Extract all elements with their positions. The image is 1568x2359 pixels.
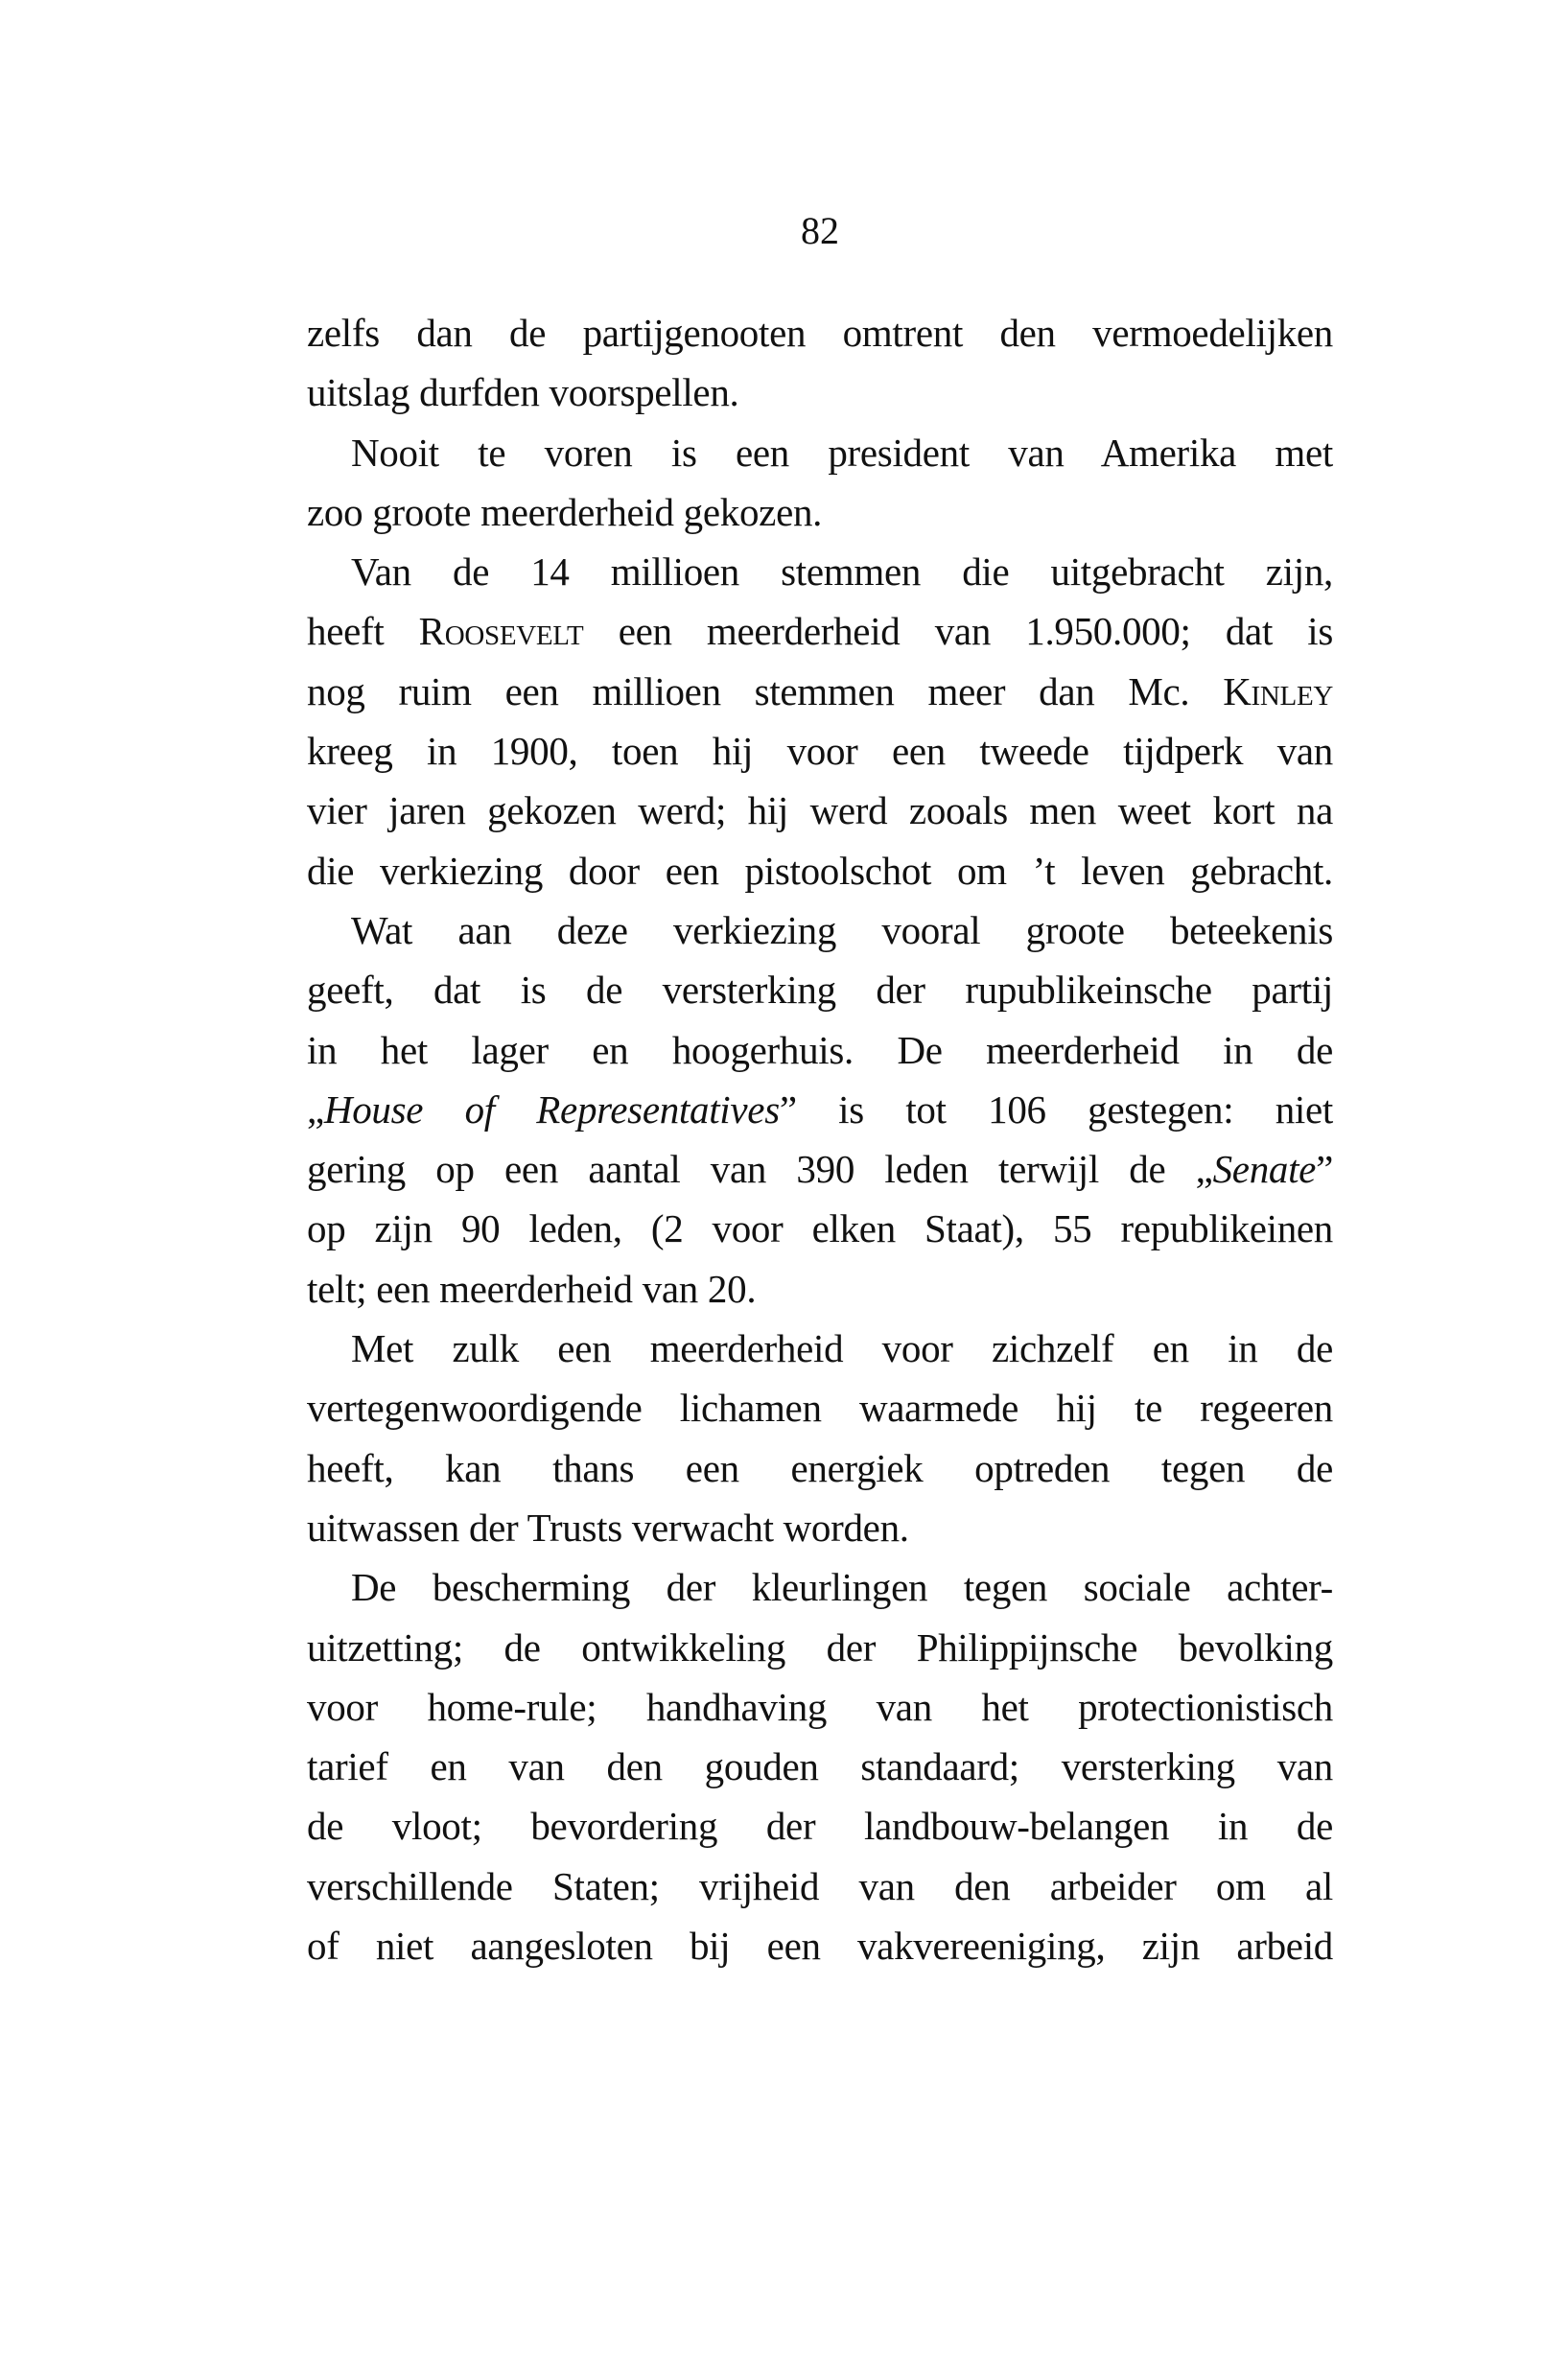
text-segment: die verkiezing door een pistoolschot om ’t leven gebracht. bbox=[307, 848, 1333, 893]
text-segment: Van de 14 millioen stemmen die uitgebracht zijn, bbox=[351, 549, 1333, 595]
paragraph bbox=[307, 900, 1333, 1319]
text-line bbox=[307, 1020, 1333, 1080]
text-segment: zelfs dan de partijgenooten omtrent den vermoedelijken bbox=[307, 311, 1333, 355]
text-segment: De bescherming der kleurlingen tegen sociale achter- bbox=[351, 1565, 1333, 1610]
text-segment: voor home-rule; handhaving van het protectionistisch bbox=[307, 1684, 1333, 1729]
text-segment: nog ruim een millioen stemmen meer dan Mc. bbox=[307, 668, 1224, 713]
text-segment: kreeg in 1900, toen hij voor een tweede tijdperk van bbox=[307, 729, 1333, 774]
text-segment: uitzetting; de ontwikkeling der Philippijnsche bevolking bbox=[307, 1624, 1333, 1670]
text-segment: vier jaren gekozen werd; hij werd zooals men weet kort na bbox=[307, 788, 1333, 833]
text-line bbox=[307, 1737, 1333, 1796]
text-line bbox=[307, 1677, 1333, 1737]
text-line bbox=[307, 841, 1333, 900]
text-segment: Met zulk een meerderheid voor zichzelf en in de bbox=[351, 1326, 1333, 1371]
page-number: 82 bbox=[801, 209, 839, 252]
text-segment: gering op een aantal van 390 leden terwijl de „ bbox=[307, 1147, 1213, 1192]
paragraph bbox=[307, 1557, 1333, 1975]
text-line bbox=[307, 662, 1333, 721]
small-caps-name: Kinley bbox=[1223, 668, 1333, 713]
text-segment: telt; een meerderheid van 20. bbox=[307, 1266, 757, 1311]
text-segment: heeft, kan thans een energiek optreden tegen de bbox=[307, 1445, 1333, 1490]
text-segment: „ bbox=[307, 1086, 324, 1132]
text-line bbox=[307, 1618, 1333, 1677]
text-line bbox=[307, 362, 1333, 422]
small-caps-name: Roosevelt bbox=[418, 609, 584, 654]
text-line bbox=[307, 1378, 1333, 1437]
text-line bbox=[307, 1498, 1333, 1557]
text-line bbox=[307, 1857, 1333, 1916]
text-line bbox=[307, 781, 1333, 840]
paragraph bbox=[307, 542, 1333, 900]
text-line bbox=[307, 1916, 1333, 1975]
text-line bbox=[307, 1557, 1333, 1617]
text-line bbox=[307, 1319, 1333, 1378]
text-segment: geeft, dat is de versterking der rupublikeinsche partij bbox=[307, 968, 1333, 1013]
text-segment: tarief en van den gouden standaard; versterking van bbox=[307, 1744, 1333, 1789]
paragraph bbox=[307, 1319, 1333, 1557]
text-segment: uitwassen der Trusts verwacht worden. bbox=[307, 1505, 909, 1550]
text-line bbox=[307, 303, 1333, 362]
text-line bbox=[307, 1438, 1333, 1498]
text-line bbox=[307, 601, 1333, 661]
text-segment: Nooit te voren is een president van Amerika met bbox=[351, 430, 1333, 475]
text-segment: ” is tot 106 gestegen: niet bbox=[779, 1086, 1333, 1132]
text-line bbox=[307, 900, 1333, 960]
text-line bbox=[307, 1796, 1333, 1856]
text-segment: in het lager en hoogerhuis. De meerderheid in de bbox=[307, 1027, 1333, 1072]
text-line bbox=[307, 1139, 1333, 1199]
paragraph bbox=[307, 303, 1333, 423]
text-segment: een meerderheid van 1.950.000; dat is bbox=[583, 609, 1334, 654]
text-segment: verschillende Staten; vrijheid van den arbeider om al bbox=[307, 1863, 1333, 1908]
italic-term: Senate bbox=[1212, 1147, 1317, 1192]
text-line bbox=[307, 960, 1333, 1019]
text-line bbox=[307, 423, 1333, 482]
text-segment: vertegenwoordigende lichamen waarmede hij te regeeren bbox=[307, 1386, 1333, 1431]
text-segment: op zijn 90 leden, (2 voor elken Staat), 55 republikeinen bbox=[307, 1206, 1333, 1251]
text-segment: zoo groote meerderheid gekozen. bbox=[307, 489, 823, 534]
text-line bbox=[307, 1080, 1333, 1139]
text-line bbox=[307, 1199, 1333, 1258]
text-segment: Wat aan deze verkiezing vooral groote beteekenis bbox=[351, 907, 1333, 952]
text-line bbox=[307, 721, 1333, 781]
text-segment: de vloot; bevordering der landbouw-belangen in de bbox=[307, 1804, 1333, 1849]
text-line bbox=[307, 482, 1333, 542]
text-segment: uitslag durfden voorspellen. bbox=[307, 370, 739, 415]
text-segment: of niet aangesloten bij een vakvereeniging, zijn arbeid bbox=[307, 1924, 1333, 1969]
text-line bbox=[307, 542, 1333, 601]
italic-term: House of Representatives bbox=[323, 1086, 780, 1132]
paragraph bbox=[307, 423, 1333, 543]
text-line bbox=[307, 1259, 1333, 1319]
body-text bbox=[307, 303, 1333, 1975]
text-segment: ” bbox=[1316, 1147, 1333, 1192]
text-segment: heeft bbox=[307, 609, 419, 654]
